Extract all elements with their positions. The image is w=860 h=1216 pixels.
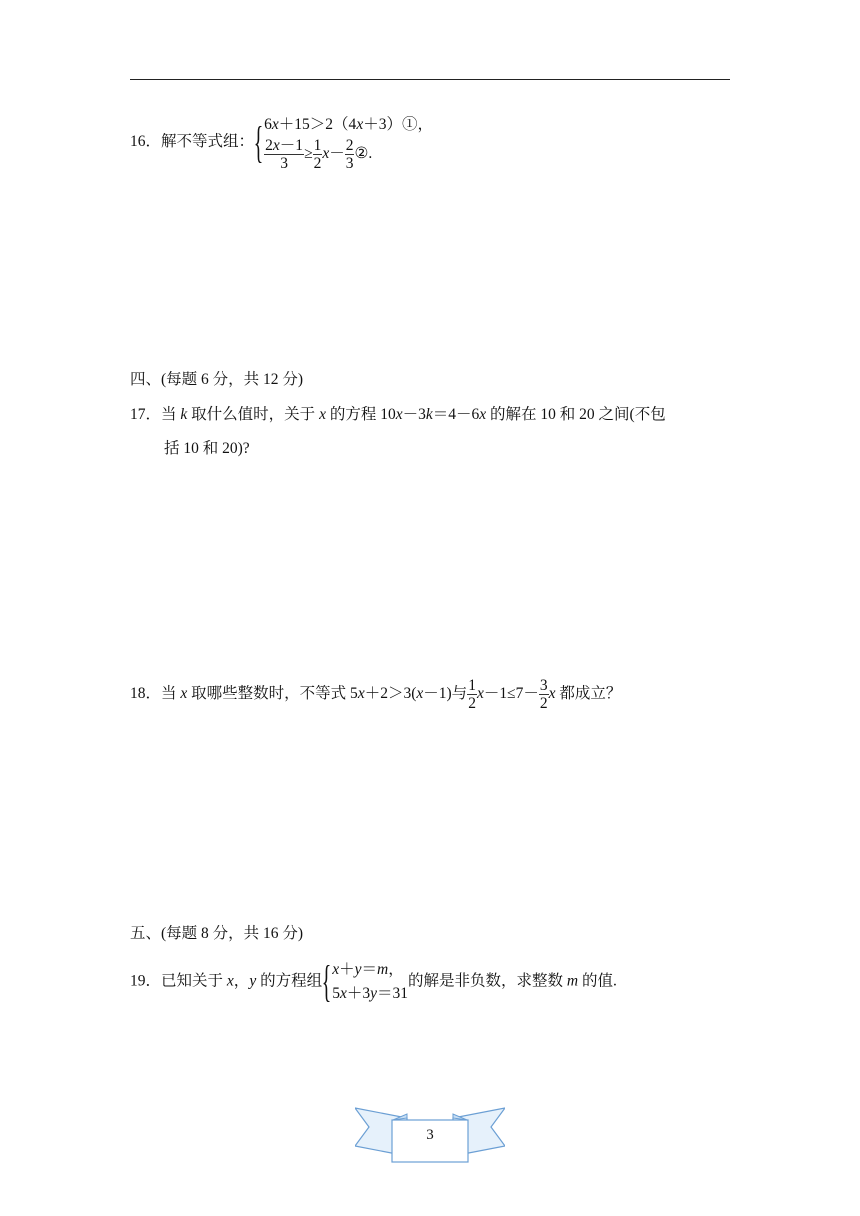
section-5-title: 五、(每题 8 分，共 16 分) <box>130 925 304 942</box>
fraction: $\frac{1}{2}$ <box>468 677 476 712</box>
fraction: $\frac{1}{2}$ <box>313 137 322 172</box>
question-16 <box>130 113 433 172</box>
question-prompt: 解不等式组： <box>161 133 255 151</box>
system-brace: { <box>253 117 264 167</box>
inequality-2: $\frac{2x-1}{3}$ ≥ $\frac{1}{2}$ x－ $\frac{2}{3}$ ②. <box>265 137 373 172</box>
fraction: $\frac{2}{3}$ <box>345 137 354 172</box>
question-number: 17． <box>130 406 162 423</box>
fraction: $\frac{3}{2}$ <box>539 677 548 712</box>
inequality-system <box>264 113 433 172</box>
question-number: 16． <box>130 133 162 151</box>
section-4-title: 四、(每题 6 分，共 12 分) <box>130 371 304 388</box>
question-number: 19． <box>130 972 162 990</box>
question-number: 18． <box>130 685 162 703</box>
question-17-line-2: 括 10 和 20)? <box>164 440 250 457</box>
system-brace: { <box>321 957 332 1006</box>
header-rule <box>130 79 730 80</box>
fraction: $\frac{2x-1}{3}$ <box>265 137 304 172</box>
inequality-1: 6x＋15＞2（4x＋3）①， <box>264 116 433 133</box>
question-19: 19．已知关于 x，y 的方程组{ x＋y＝m， 5x＋3y＝31 的解是非负数，求整数 m 的值. <box>130 957 617 1006</box>
equation-2: 5x＋3y＝31 <box>332 985 409 1002</box>
question-17-line-1: 17．当 k 取什么值时，关于 x 的方程 10x－3k＝4－6x 的解在 10 和 20 之间(不包 <box>130 406 666 423</box>
equation-system <box>332 958 408 1006</box>
equation-1: x＋y＝m， <box>332 961 404 978</box>
question-18: 18．当 x 取哪些整数时，不等式 5x＋2＞3(x－1)与 $\frac{1}{2}$ x－1≤7－ $\frac{3}{2}$ x 都成立？ <box>130 677 622 712</box>
page-number: 3 <box>426 1127 434 1143</box>
